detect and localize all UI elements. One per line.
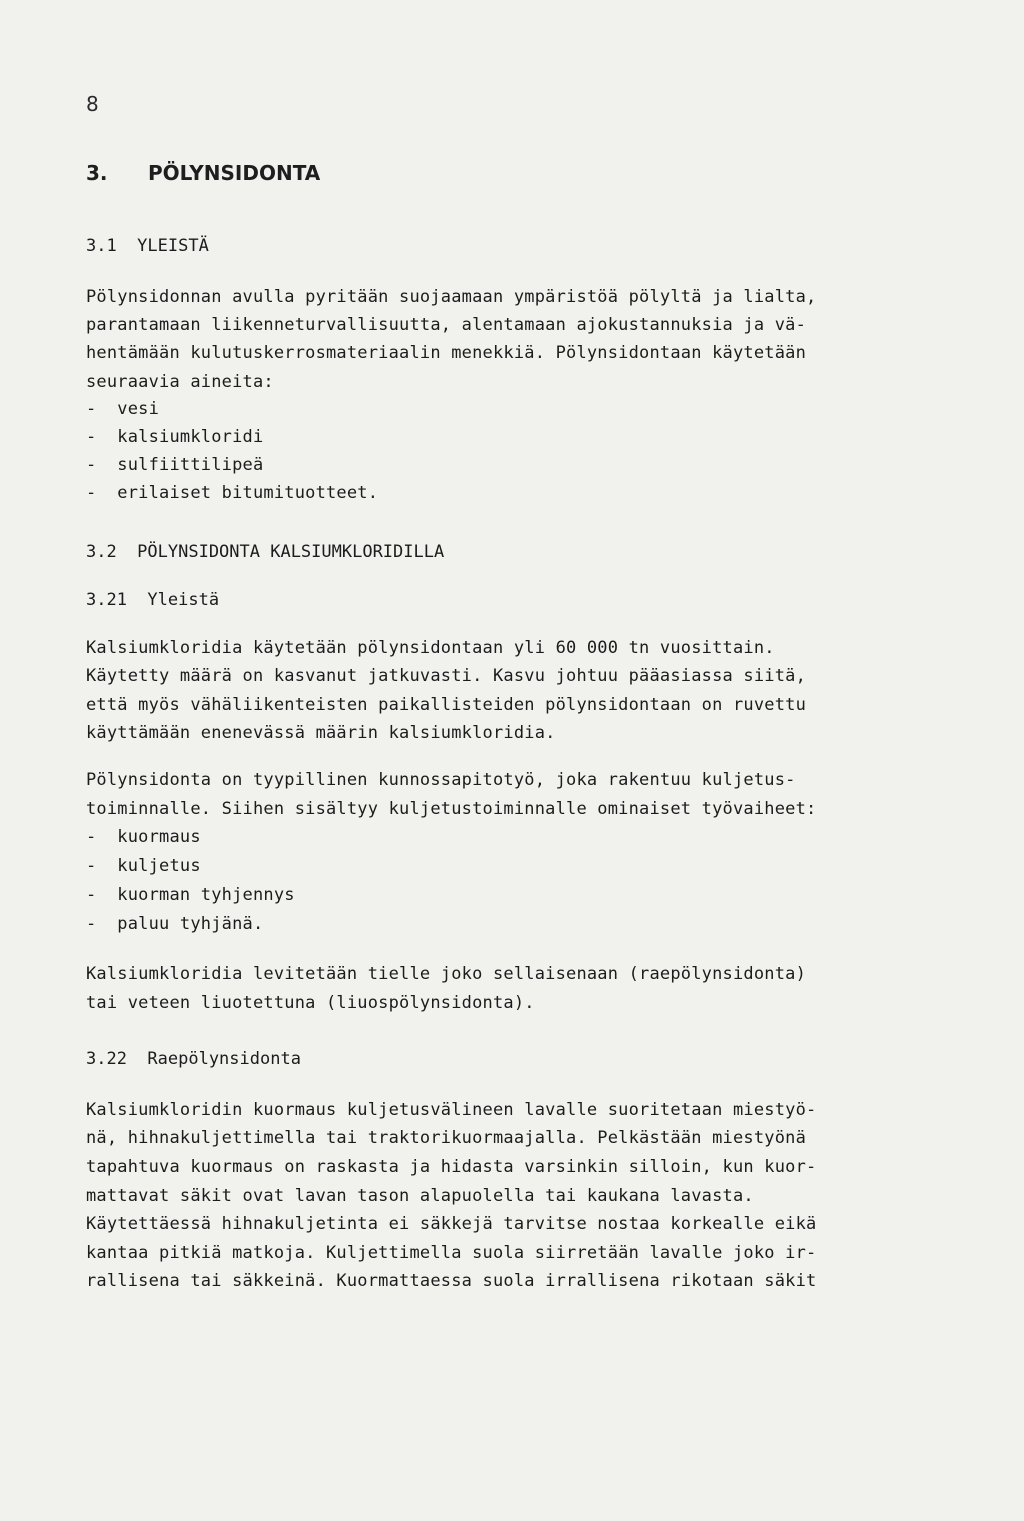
paragraph-line: tai veteen liuotettuna (liuospölynsidonta). <box>86 993 535 1013</box>
list-item: - vesi <box>86 399 160 419</box>
paragraph-line: seuraavia aineita: <box>86 372 274 392</box>
subsection-heading: 3.22 Raepölynsidonta <box>86 1049 301 1069</box>
paragraph-line: tapahtuva kuormaus on raskasta ja hidasta varsinkin silloin, kun kuor- <box>86 1157 817 1177</box>
paragraph-line: että myös vähäliikenteisten paikallisteiden pölynsidontaan on ruvettu <box>86 695 807 715</box>
chapter-title: PÖLYNSIDONTA <box>148 161 321 185</box>
paragraph-line: Kalsiumkloridia käytetään pölynsidontaan yli 60 000 tn vuosittain. <box>86 638 775 658</box>
paragraph-line: parantamaan liikenneturvallisuutta, alentamaan ajokustannuksia ja vä- <box>86 315 807 335</box>
chapter-number: 3. <box>86 161 108 185</box>
paragraph-line: hentämään kulutuskerrosmateriaalin menekkiä. Pölynsidontaan käytetään <box>86 343 807 363</box>
paragraph-line: rallisena tai säkkeinä. Kuormattaessa suola irrallisena rikotaan säkit <box>86 1271 817 1291</box>
list-item: - kuorman tyhjennys <box>86 885 295 905</box>
paragraph-line: Kalsiumkloridia levitetään tielle joko sellaisenaan (raepölynsidonta) <box>86 964 807 984</box>
list-item: - kuljetus <box>86 856 201 876</box>
chapter-heading <box>86 161 320 185</box>
paragraph-line: Käytetty määrä on kasvanut jatkuvasti. Kasvu johtuu pääasiassa siitä, <box>86 666 807 686</box>
list-item: - kalsiumkloridi <box>86 427 264 447</box>
paragraph-line: käyttämään enenevässä määrin kalsiumkloridia. <box>86 723 556 743</box>
paragraph-line: Käytettäessä hihnakuljetinta ei säkkejä tarvitse nostaa korkealle eikä <box>86 1214 817 1234</box>
list-item: - sulfiittilipeä <box>86 455 264 475</box>
paragraph-line: Pölynsidonta on tyypillinen kunnossapitotyö, joka rakentuu kuljetus- <box>86 770 796 790</box>
list-item: - kuormaus <box>86 827 201 847</box>
paragraph-line: kantaa pitkiä matkoja. Kuljettimella suola siirretään lavalle joko ir- <box>86 1243 817 1263</box>
paragraph-line: nä, hihnakuljettimella tai traktorikuormaajalla. Pelkästään miestyönä <box>86 1128 807 1148</box>
paragraph-line: Kalsiumkloridin kuormaus kuljetusvälineen lavalle suoritetaan miestyö- <box>86 1100 817 1120</box>
paragraph-line: mattavat säkit ovat lavan tason alapuolella tai kaukana lavasta. <box>86 1186 754 1206</box>
paragraph-line: Pölynsidonnan avulla pyritään suojaamaan ympäristöä pölyltä ja lialta, <box>86 287 817 307</box>
section-heading: 3.2 PÖLYNSIDONTA KALSIUMKLORIDILLA <box>86 542 445 562</box>
list-item: - erilaiset bitumituotteet. <box>86 483 379 503</box>
section-heading: 3.1 YLEISTÄ <box>86 236 209 256</box>
page-number: 8 <box>86 92 99 116</box>
list-item: - paluu tyhjänä. <box>86 914 264 934</box>
subsection-heading: 3.21 Yleistä <box>86 590 220 610</box>
paragraph-line: toiminnalle. Siihen sisältyy kuljetustoiminnalle ominaiset työvaiheet: <box>86 799 817 819</box>
